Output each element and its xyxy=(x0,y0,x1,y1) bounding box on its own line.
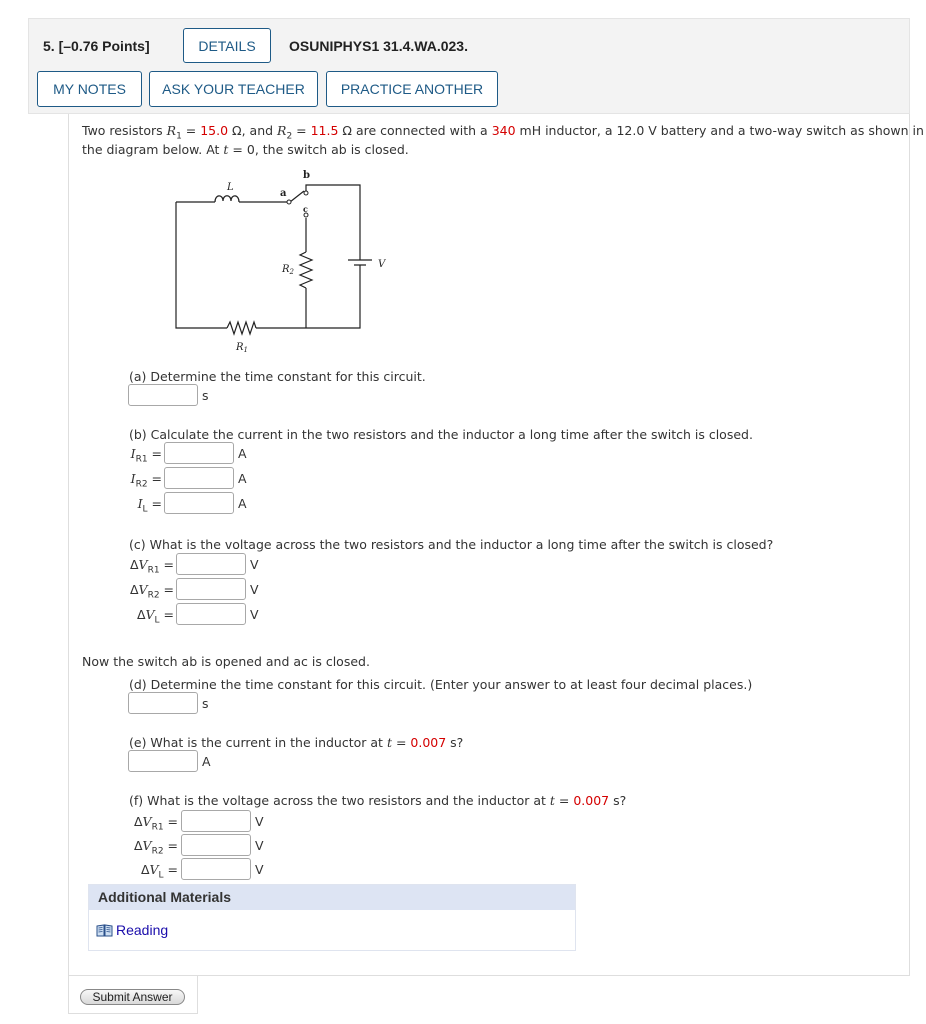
part-b-ir1-label: $I_{R1}$ = xyxy=(130,446,162,465)
part-c-question: (c) What is the voltage across the two resistors and the inductor a long time after the switch is closed? xyxy=(129,537,774,552)
diagram-label-v: V xyxy=(378,259,386,270)
part-c-vl-label: $\Delta V_L$ = xyxy=(136,607,174,626)
resistor-r2-symbol xyxy=(300,252,312,288)
problem-code: OSUNIPHYS1 31.4.WA.023. xyxy=(289,38,468,54)
switch-change-text: Now the switch ab is opened and ac is closed. xyxy=(82,654,370,669)
part-f-question: (f) What is the voltage across the two resistors and the inductor at t = 0.007 s? xyxy=(129,793,627,808)
problem-statement-line1: Two resistors $R_1 = 15.0$ Ω, and $R_2 = 11.5$ Ω are connected with a 340 mH inductor, a 12.0 V battery and a two-way switch as shown in xyxy=(82,123,924,142)
part-c-vl-unit: V xyxy=(250,607,259,622)
question-title xyxy=(43,38,150,54)
part-c-vr1-input[interactable] xyxy=(176,553,246,575)
problem-statement-line2: the diagram below. At t = 0, the switch ab is closed. xyxy=(82,142,409,157)
part-b-question: (b) Calculate the current in the two resistors and the inductor a long time after the switch is closed. xyxy=(129,427,753,442)
part-c-vr1-label: $\Delta V_{R1}$ = xyxy=(129,557,174,576)
diagram-label-a: a xyxy=(280,188,287,199)
part-b-ir1-input[interactable] xyxy=(164,442,234,464)
part-f-vr2-input[interactable] xyxy=(181,834,251,856)
points-label: [–0.76 Points] xyxy=(58,38,150,54)
diagram-label-r2: $R_2$ xyxy=(282,264,294,276)
part-d-unit: s xyxy=(202,696,209,711)
diagram-label-c: c xyxy=(303,204,308,214)
practice-another-button[interactable]: PRACTICE ANOTHER xyxy=(326,71,498,107)
part-f-vr1-input[interactable] xyxy=(181,810,251,832)
part-b-il-unit: A xyxy=(238,496,247,511)
part-e-current-input[interactable] xyxy=(128,750,198,772)
my-notes-button[interactable]: MY NOTES xyxy=(37,71,142,107)
book-icon xyxy=(96,924,113,937)
inductor-symbol xyxy=(215,196,239,202)
part-d-question: (d) Determine the time constant for this circuit. (Enter your answer to at least four decimal places.) xyxy=(129,677,753,692)
part-a-time-constant-input[interactable] xyxy=(128,384,198,406)
part-a-question: (a) Determine the time constant for this circuit. xyxy=(129,369,426,384)
part-e-time-value: 0.007 xyxy=(410,735,447,750)
part-f-vr1-label: $\Delta V_{R1}$ = xyxy=(133,814,178,833)
part-d-time-constant-input[interactable] xyxy=(128,692,198,714)
submit-answer-button[interactable]: Submit Answer xyxy=(80,989,185,1005)
reading-link[interactable] xyxy=(96,922,168,938)
battery-symbol xyxy=(348,260,372,265)
circuit-diagram xyxy=(160,168,400,358)
part-b-ir2-label: $I_{R2}$ = xyxy=(130,471,162,490)
part-a-unit: s xyxy=(202,388,209,403)
r1-value: 15.0 xyxy=(200,123,229,138)
part-f-vl-unit: V xyxy=(255,862,264,877)
diagram-label-r1: $R_1$ xyxy=(236,342,248,354)
part-c-vr1-unit: V xyxy=(250,557,259,572)
details-button[interactable]: DETAILS xyxy=(183,28,271,63)
additional-materials-title: Additional Materials xyxy=(89,885,575,910)
part-b-il-input[interactable] xyxy=(164,492,234,514)
part-f-vr1-unit: V xyxy=(255,814,264,829)
reading-label: Reading xyxy=(116,922,169,938)
part-f-vl-input[interactable] xyxy=(181,858,251,880)
ask-your-teacher-button[interactable]: ASK YOUR TEACHER xyxy=(149,71,318,107)
part-e-question: (e) What is the current in the inductor at t = 0.007 s? xyxy=(129,735,464,750)
resistor-r1-symbol xyxy=(227,322,256,334)
part-b-il-label: $I_L$ = xyxy=(137,496,162,515)
part-f-vl-label: $\Delta V_L$ = xyxy=(140,862,178,881)
diagram-label-b: b xyxy=(303,170,310,181)
diagram-label-l: L xyxy=(227,182,234,193)
part-b-ir2-input[interactable] xyxy=(164,467,234,489)
part-e-unit: A xyxy=(202,754,211,769)
additional-materials-box xyxy=(88,884,576,951)
part-f-time-value: 0.007 xyxy=(573,793,610,808)
question-number: 5. xyxy=(43,38,55,54)
part-c-vr2-unit: V xyxy=(250,582,259,597)
part-f-vr2-unit: V xyxy=(255,838,264,853)
part-f-vr2-label: $\Delta V_{R2}$ = xyxy=(133,838,178,857)
part-c-vr2-input[interactable] xyxy=(176,578,246,600)
inductance-value: 340 xyxy=(491,123,516,138)
part-b-ir2-unit: A xyxy=(238,471,247,486)
part-c-vr2-label: $\Delta V_{R2}$ = xyxy=(129,582,174,601)
r2-value: 11.5 xyxy=(310,123,339,138)
switch-blade xyxy=(290,191,304,202)
part-b-ir1-unit: A xyxy=(238,446,247,461)
part-c-vl-input[interactable] xyxy=(176,603,246,625)
